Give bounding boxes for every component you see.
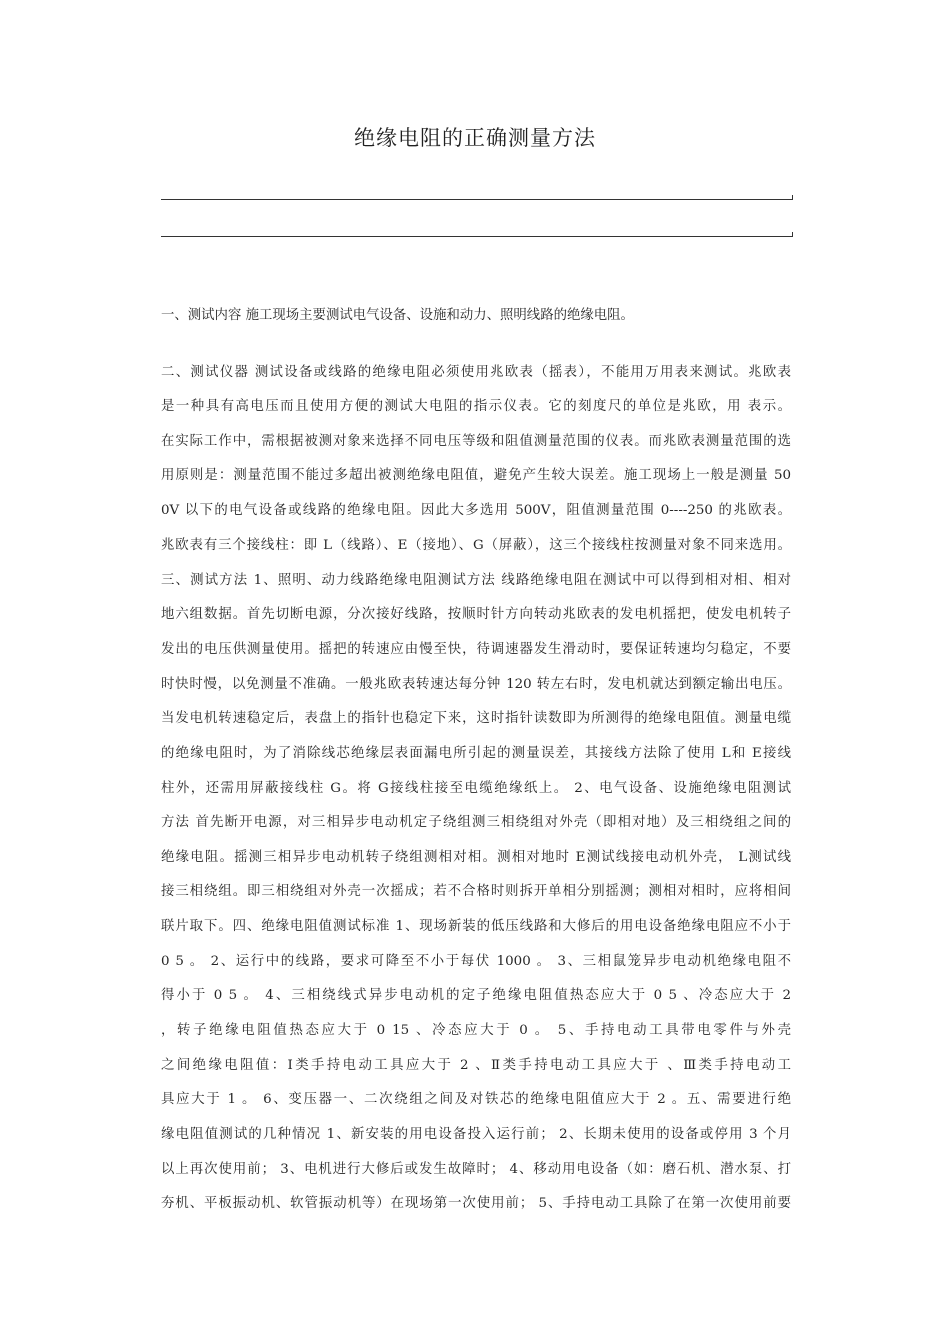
body-text-line: ，转子绝缘电阻值热态应大于 0 15 、冷态应大于 0 。 5、手持电动工具带电零件与外壳 <box>161 1023 791 1038</box>
body-text-line: 发出的电压供测量使用。摇把的转速应由慢至快，待调速器发生滑动时，要保证转速均匀稳定，不要 <box>161 642 791 657</box>
body-text-line: 时快时慢，以免测量不准确。一般兆欧表转速达每分钟 120 转左右时，发电机就达到额定输出电压。 <box>161 677 791 692</box>
body-text-line: 具应大于 1 。 6、变压器一、二次绕组之间及对铁芯的绝缘电阻值应大于 2 。五、需要进行绝 <box>161 1092 791 1107</box>
body-text-line: 方法 首先断开电源，对三相异步电动机定子绕组测三相绕组对外壳（即相对地）及三相绕组之间的 <box>161 815 791 830</box>
header-rule-top <box>161 199 792 200</box>
body-text-line: 之间绝缘电阻值：Ⅰ类手持电动工具应大于 2 、Ⅱ类手持电动工具应大于 、Ⅲ类手持电动工 <box>161 1058 791 1073</box>
body-text-line: 0 5 。 2、运行中的线路，要求可降至不小于每伏 1000 。 3、三相鼠笼异步电动机绝缘电阻不 <box>161 954 791 969</box>
body-text-line: 柱外，还需用屏蔽接线柱 G。将 G接线柱接至电缆绝缘纸上。 2、电气设备、设施绝缘电阻测试 <box>161 781 791 796</box>
body-text-line: 得小于 0 5 。 4、三相绕线式异步电动机的定子绝缘电阻值热态应大于 0 5 、冷态应大于 2 <box>161 988 791 1003</box>
body-text-line: 三、测试方法 1、照明、动力线路绝缘电阻测试方法 线路绝缘电阻在测试中可以得到相对相、相对 <box>161 573 791 588</box>
body-text-line: 的绝缘电阻时，为了消除线芯绝缘层表面漏电所引起的测量误差，其接线方法除了使用 L和 E接线 <box>161 746 791 761</box>
section-1-line: 一、测试内容 施工现场主要测试电气设备、设施和动力、照明线路的绝缘电阻。 <box>161 308 634 323</box>
body-text-line: 是一种具有高电压而且使用方便的测试大电阻的指示仪表。它的刻度尺的单位是兆欧，用 表示。 <box>161 399 791 414</box>
body-text-line: 0V 以下的电气设备或线路的绝缘电阻。因此大多选用 500V，阻值测量范围 0----250 的兆欧表。 <box>161 503 791 518</box>
body-text-line: 当发电机转速稳定后，表盘上的指针也稳定下来，这时指针读数即为所测得的绝缘电阻值。测量电缆 <box>161 711 791 726</box>
body-text-line: 联片取下。四、绝缘电阻值测试标准 1、现场新装的低压线路和大修后的用电设备绝缘电阻应不小于 <box>161 919 791 934</box>
body-text-line: 以上再次使用前； 3、电机进行大修后或发生故障时； 4、移动用电设备（如：磨石机、潜水泵、打 <box>161 1162 791 1177</box>
document-title: 绝缘电阻的正确测量方法 <box>354 126 596 150</box>
body-text-line: 夯机、平板振动机、软管振动机等）在现场第一次使用前； 5、手持电动工具除了在第一次使用前要 <box>161 1196 791 1211</box>
body-text-line: 接三相绕组。即三相绕组对外壳一次摇成；若不合格时则拆开单相分别摇测；测相对相时，应将相间 <box>161 884 791 899</box>
body-text-line: 绝缘电阻。摇测三相异步电动机转子绕组测相对相。测相对地时 E测试线接电动机外壳， L测试线 <box>161 850 791 865</box>
header-rule-bottom <box>161 236 792 237</box>
body-text-line: 缘电阻值测试的几种情况 1、新安装的用电设备投入运行前； 2、长期未使用的设备或停用 3 个月 <box>161 1127 791 1142</box>
body-text-line: 二、测试仪器 测试设备或线路的绝缘电阻必须使用兆欧表（摇表），不能用万用表来测试。兆欧表 <box>161 365 791 380</box>
body-text-line: 在实际工作中，需根据被测对象来选择不同电压等级和阻值测量范围的仪表。而兆欧表测量范围的选 <box>161 434 791 449</box>
body-text-line: 用原则是：测量范围不能过多超出被测绝缘电阻值，避免产生较大误差。施工现场上一般是测量 50 <box>161 468 791 483</box>
body-text-line: 兆欧表有三个接线柱：即 L（线路）、E（接地）、G（屏蔽），这三个接线柱按测量对象不同来选用。 <box>161 538 791 553</box>
body-text-line: 地六组数据。首先切断电源，分次接好线路，按顺时针方向转动兆欧表的发电机摇把，使发电机转子 <box>161 607 791 622</box>
